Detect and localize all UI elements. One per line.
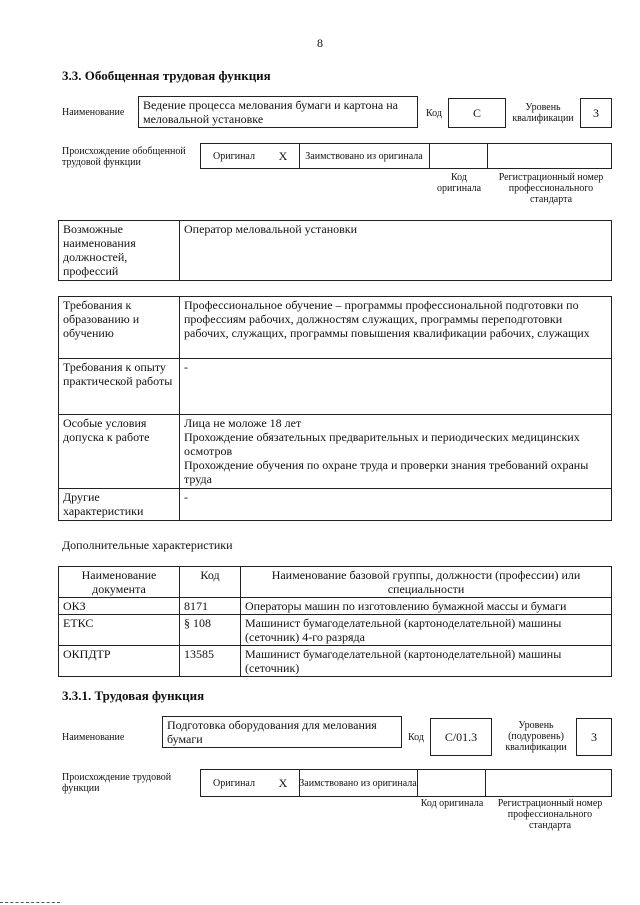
function-origin-label: Происхождение трудовой функции: [62, 772, 172, 794]
additional-row-doc: ОКПДТР: [59, 646, 180, 677]
req-experience-value: -: [180, 359, 612, 415]
additional-row-doc: ЕТКС: [59, 615, 180, 646]
section-name-label: Наименование: [62, 107, 125, 118]
additional-header-name: Наименование базовой группы, должности (профессии) или специальности: [241, 567, 612, 598]
additional-row-name: Машинист бумагоделательной (картоноделательной) машины (сеточник): [241, 646, 612, 677]
function-title: 3.3.1. Трудовая функция: [62, 688, 205, 703]
additional-row-name: Машинист бумагоделательной (картоноделательной) машины (сеточник) 4-го разряда: [241, 615, 612, 646]
original-mark: X: [267, 144, 300, 168]
additional-header-code: Код: [180, 567, 241, 598]
req-other-value: -: [180, 489, 612, 521]
function-name-label: Наименование: [62, 732, 125, 743]
function-origin-table: [200, 769, 612, 797]
original-label: Оригинал: [213, 150, 255, 162]
reg-number-caption: Регистрационный номер профессионального стандарта: [498, 172, 604, 205]
positions-table: [58, 220, 612, 281]
function-code-value: C/01.3: [430, 718, 492, 756]
section-name-value: Ведение процесса мелования бумаги и картона на меловальной установке: [138, 96, 418, 128]
req-conditions-line: Прохождение обучения по охране труда и проверки знания требований охраны труда: [184, 458, 589, 486]
function-code-original-caption: Код оригинала: [420, 798, 484, 809]
req-other-label: Другие характеристики: [59, 489, 180, 521]
section-level-value: 3: [580, 98, 612, 128]
requirements-table: [58, 296, 612, 521]
section-origin-table: [200, 143, 612, 169]
page-number: 8: [317, 36, 323, 50]
req-conditions-value: [180, 415, 612, 489]
function-reg-number-caption: Регистрационный номер профессионального стандарта: [497, 798, 603, 831]
function-level-label: Уровень (подуровень) квалификации: [505, 720, 567, 753]
code-original-cell: [429, 144, 488, 168]
function-level-value: 3: [576, 718, 612, 756]
req-education-label: Требования к образованию и обучению: [59, 297, 180, 359]
function-original-mark: X: [267, 770, 300, 796]
additional-row-code: 13585: [180, 646, 241, 677]
req-conditions-line: Лица не моложе 18 лет: [184, 416, 302, 430]
function-borrowed-label: Заимствовано из оригинала: [299, 770, 418, 796]
additional-table: [58, 566, 612, 677]
section-code-label: Код: [426, 108, 442, 119]
req-experience-label: Требования к опыту практической работы: [59, 359, 180, 415]
additional-row-name: Операторы машин по изготовлению бумажной массы и бумаги: [241, 598, 612, 615]
req-conditions-line: Прохождение обязательных предварительных и периодических медицинских осмотров: [184, 430, 580, 458]
section-code-value: C: [448, 98, 506, 128]
additional-row-code: 8171: [180, 598, 241, 615]
additional-title: Дополнительные характеристики: [62, 538, 233, 552]
additional-row-doc: ОКЗ: [59, 598, 180, 615]
positions-label: Возможные наименования должностей, профессий: [59, 221, 180, 281]
function-code-label: Код: [408, 732, 424, 743]
function-code-original-cell: [417, 770, 486, 796]
function-original-label: Оригинал: [213, 777, 255, 789]
page-bottom-rule: [0, 902, 60, 904]
borrowed-label: Заимствовано из оригинала: [299, 144, 430, 168]
code-original-caption: Код оригинала: [436, 172, 482, 194]
additional-row-code: § 108: [180, 615, 241, 646]
section-title: 3.3. Обобщенная трудовая функция: [62, 68, 271, 83]
req-conditions-label: Особые условия допуска к работе: [59, 415, 180, 489]
section-origin-label: Происхождение обобщенной трудовой функции: [62, 146, 186, 168]
positions-value: Оператор меловальной установки: [180, 221, 612, 281]
req-education-value: Профессиональное обучение – программы профессиональной подготовки по профессиям рабочих, должностям служащих, программы переподготовки рабочих, служащих, программы повышения квалификации рабочих, служащих: [180, 297, 612, 359]
additional-header-doc: Наименование документа: [59, 567, 180, 598]
function-name-value: Подготовка оборудования для мелования бумаги: [162, 716, 402, 748]
section-level-label: Уровень квалификации: [512, 102, 574, 124]
